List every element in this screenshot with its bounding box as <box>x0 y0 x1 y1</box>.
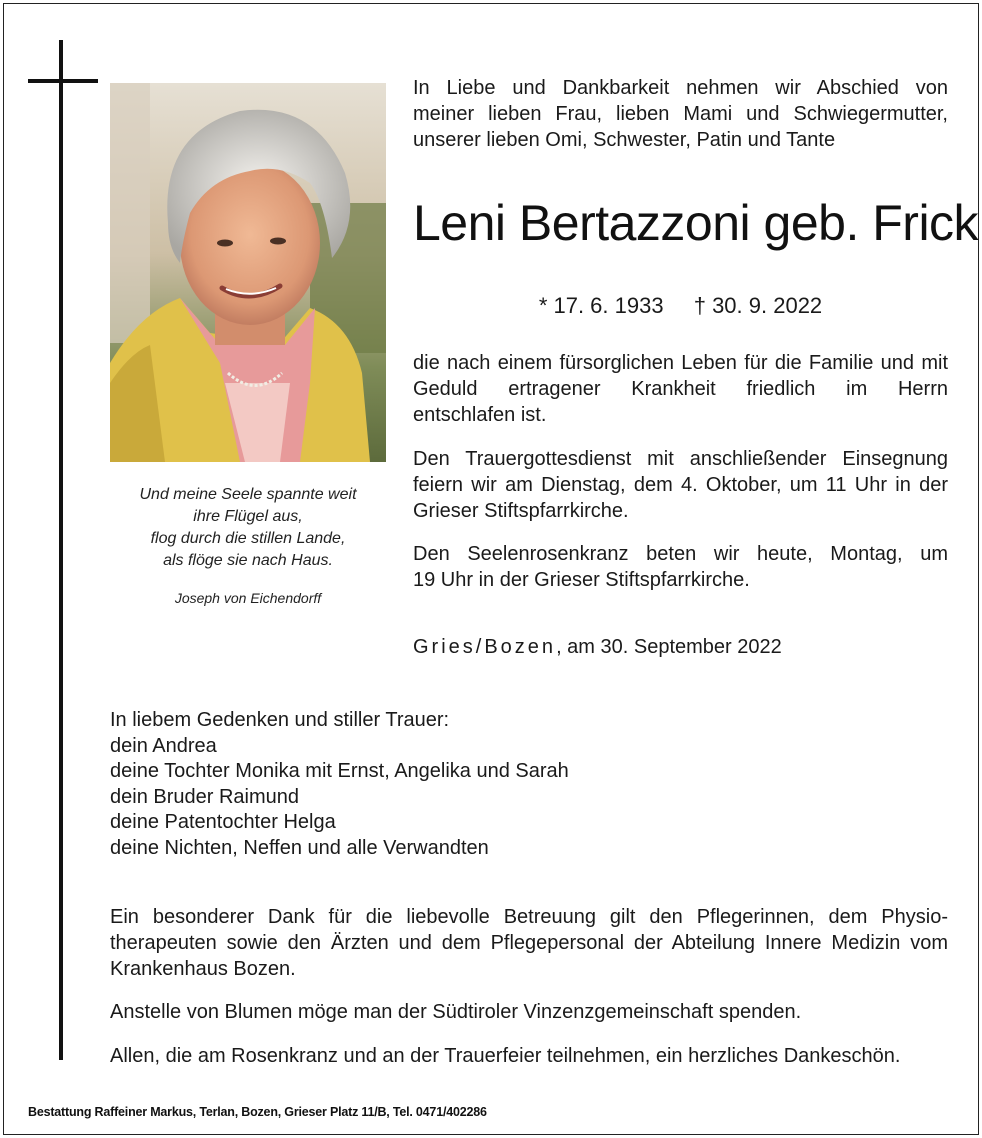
paragraph-line: Grieser Stiftspfarrkirche. <box>413 500 629 522</box>
intro-text <box>413 75 948 153</box>
death-date: † 30. 9. 2022 <box>693 293 823 318</box>
mourner-entry: deine Patentochter Helga <box>110 811 336 833</box>
passing-paragraph <box>413 350 948 428</box>
place-date: , am 30. September 2022 <box>556 636 782 658</box>
life-dates <box>413 293 948 319</box>
flowers-note: Anstelle von Blumen möge man der Südtiroler Vinzenzgemeinschaft spenden. <box>110 1001 802 1023</box>
intro-line: meiner lieben Frau, lieben Mami und Schwiegermutter, <box>413 103 948 125</box>
deceased-name: Leni Bertazzoni geb. Frick <box>413 195 979 251</box>
place-and-date <box>413 634 782 660</box>
paragraph-line: feiern wir am Dienstag, dem 4. Oktober, um 11 Uhr in der <box>413 474 948 496</box>
intro-line: unserer lieben Omi, Schwester, Patin und Tante <box>413 129 836 151</box>
poem-line: flog durch die stillen Lande, <box>150 530 346 547</box>
paragraph-line: Den Trauergottesdienst mit anschließender Einsegnung <box>413 448 948 470</box>
cross-horizontal-bar <box>28 79 98 83</box>
poem-line: als flöge sie nach Haus. <box>163 552 333 569</box>
place-city: Gries/Bozen <box>413 636 557 658</box>
thanks-line: Ein besonderer Dank für die liebevolle Betreuung gilt den Pflegerinnen, dem Physio- <box>110 906 948 928</box>
mourner-entry: deine Nichten, Neffen und alle Verwandten <box>110 836 489 859</box>
thanks-line: therapeuten sowie den Ärzten und dem Pflegepersonal der Abteilung Innere Medizin vom <box>110 932 948 954</box>
poem-line: Und meine Seele spannte weit <box>139 486 357 503</box>
mourner-entry: deine Tochter Monika mit Ernst, Angelika und Sarah <box>110 760 569 782</box>
funeral-home-footer: Bestattung Raffeiner Markus, Terlan, Bozen, Grieser Platz 11/B, Tel. 0471/402286 <box>28 1105 487 1119</box>
cross-vertical-bar <box>59 40 63 1060</box>
paragraph-line: 19 Uhr in der Grieser Stiftspfarrkirche. <box>413 569 750 591</box>
rosary-paragraph <box>413 541 948 593</box>
paragraph-line: Geduld ertragener Krankheit friedlich im Herrn <box>413 378 948 400</box>
funeral-service-paragraph <box>413 446 948 524</box>
intro-line: In Liebe und Dankbarkeit nehmen wir Abschied von <box>413 77 948 99</box>
thanks-paragraph <box>110 904 948 982</box>
mourner-entry: dein Andrea <box>110 734 217 757</box>
poem-author: Joseph von Eichendorff <box>174 590 322 606</box>
paragraph-line: entschlafen ist. <box>413 404 547 426</box>
mourners-list <box>110 708 710 861</box>
mourner-entry: dein Bruder Raimund <box>110 785 299 808</box>
poem-quote <box>110 484 386 572</box>
mourners-heading: In liebem Gedenken und stiller Trauer: <box>110 709 450 731</box>
poem-line: ihre Flügel aus, <box>193 508 303 525</box>
paragraph-line: Den Seelenrosenkranz beten wir heute, Montag, um <box>413 543 948 565</box>
thanks-line: Krankenhaus Bozen. <box>110 958 296 980</box>
paragraph-line: die nach einem fürsorglichen Leben für die Familie und mit <box>413 352 948 374</box>
closing-thanks: Allen, die am Rosenkranz und an der Trauerfeier teilnehmen, ein herzliches Dankeschön. <box>110 1045 901 1067</box>
birth-date: * 17. 6. 1933 <box>538 293 664 318</box>
portrait-photo <box>110 83 386 462</box>
